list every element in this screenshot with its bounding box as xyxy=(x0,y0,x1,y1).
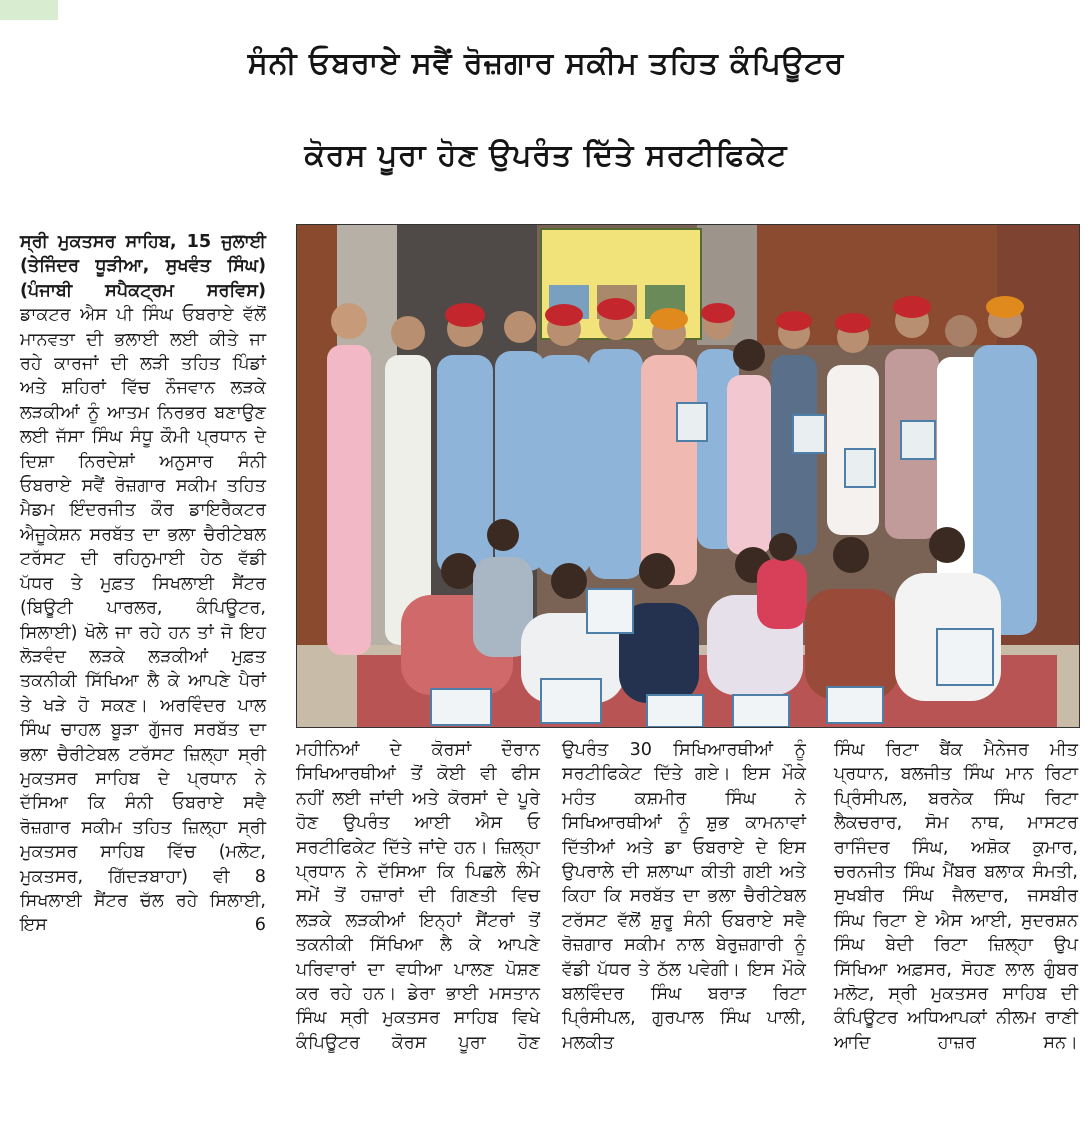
article-column-4 xyxy=(834,738,1078,1055)
article-column-4-text: ਸਿੰਘ ਰਿਟਾ ਬੈਂਕ ਮੈਨੇਜਰ ਮੀਤ ਪ੍ਰਧਾਨ, ਬਲਜੀਤ ਸਿੰਘ ਮਾਨ ਰਿਟਾ ਪ੍ਰਿੰਸੀਪਲ, ਬਰਨੇਕ ਸਿੰਘ ਰਿਟਾ ਲੈਕਚਰਾਰ, ਸੋਮ ਨਾਥ, ਮਾਸਟਰ ਰਾਜਿੰਦਰ ਸਿੰਘ, ਅਸ਼ੋਕ ਕੁਮਾਰ, ਚਰਨਜੀਤ ਸਿੰਘ ਮੈਂਬਰ ਬਲਾਕ ਸੰਮਤੀ, ਸੁਖਬੀਰ ਸਿੰਘ ਜੈਲਦਾਰ, ਜਸਬੀਰ ਸਿੰਘ ਰਿਟਾ ਏ ਐਸ ਆਈ, ਸੁਦਰਸ਼ਨ ਸਿੰਘ ਬੇਦੀ ਰਿਟਾ ਜ਼ਿਲ੍ਹਾ ਉਪ ਸਿੱਖਿਆ ਅਫ਼ਸਰ, ਸੋਹਣ ਲਾਲ ਗੁੰਬਰ ਮਲੋਟ, ਸ੍ਰੀ ਮੁਕਤਸਰ ਸਾਹਿਬ ਦੀ ਕੰਪਿਊਟਰ ਅਧਿਆਪਕਾਂ ਨੀਲਮ ਰਾਣੀ ਆਦਿ ਹਾਜ਼ਰ ਸਨ। xyxy=(834,740,1078,1053)
headline-line-1: ਸੰਨੀ ਓਬਰਾਏ ਸਵੈਂ ਰੋਜ਼ਗਾਰ ਸਕੀਮ ਤਹਿਤ ਕੰਪਿਊਟਰ xyxy=(247,46,845,81)
article-column-1 xyxy=(20,230,266,938)
article-column-3-text: ਉਪਰੰਤ 30 ਸਿਖਿਆਰਥੀਆਂ ਨੂੰ ਸਰਟੀਫਿਕੇਟ ਦਿੱਤੇ ਗਏ। ਇਸ ਮੌਕੇ ਮਹੰਤ ਕਸ਼ਮੀਰ ਸਿੰਘ ਨੇ ਸਿਖਿਆਰਥੀਆਂ ਨੂੰ ਸ਼ੁਭ ਕਾਮਨਾਵਾਂ ਦਿੱਤੀਆਂ ਅਤੇ ਡਾ ਓਬਰਾਏ ਦੇ ਇਸ ਉਪਰਾਲੇ ਦੀ ਸ਼ਲਾਘਾ ਕੀਤੀ ਗਈ ਅਤੇ ਕਿਹਾ ਕਿ ਸਰਬੱਤ ਦਾ ਭਲਾ ਚੈਰੀਟੇਬਲ ਟਰੱਸਟ ਵੱਲੋਂ ਸ਼ੁਰੂ ਸੰਨੀ ਓਬਰਾਏ ਸਵੈ ਰੋਜ਼ਗਾਰ ਸਕੀਮ ਨਾਲ ਬੇਰੁਜ਼ਗਾਰੀ ਨੂੰ ਵੱਡੀ ਪੱਧਰ ਤੇ ਠੱਲ ਪਵੇਗੀ। ਇਸ ਮੌਕੇ ਬਲਵਿੰਦਰ ਸਿੰਘ ਬਰਾੜ ਰਿਟਾ ਪ੍ਰਿੰਸੀਪਲ, ਗੁਰਪਾਲ ਸਿੰਘ ਪਾਲੀ, ਮਲਕੀਤ xyxy=(562,740,806,1053)
group-photo xyxy=(296,224,1080,728)
article-dateline: ਸ੍ਰੀ ਮੁਕਤਸਰ ਸਾਹਿਬ, 15 ਜੁਲਾਈ (ਤੇਜਿੰਦਰ ਧੂੜੀਆ, ਸੁਖਵੰਤ ਸਿੰਘ) (ਪੰਜਾਬੀ ਸਪੈਕਟ੍ਰਮ ਸਰਵਿਸ) xyxy=(20,232,266,301)
corner-color-mark xyxy=(0,0,58,20)
headline-line-2: ਕੋਰਸ ਪੂਰਾ ਹੋਣ ਉਪਰੰਤ ਦਿੱਤੇ ਸਰਟੀਫਿਕੇਟ xyxy=(304,138,788,173)
headline xyxy=(0,18,1092,202)
group-photo-illustration xyxy=(297,225,1079,727)
article-column-3 xyxy=(562,738,806,1055)
article-column-2-text: ਮਹੀਨਿਆਂ ਦੇ ਕੋਰਸਾਂ ਦੌਰਾਨ ਸਿਖਿਆਰਥੀਆਂ ਤੋਂ ਕੋਈ ਵੀ ਫੀਸ ਨਹੀਂ ਲਈ ਜਾਂਦੀ ਅਤੇ ਕੋਰਸਾਂ ਦੇ ਪੂਰੇ ਹੋਣ ਉਪਰੰਤ ਆਈ ਐਸ ਓ ਸਰਟੀਫਿਕੇਟ ਦਿੱਤੇ ਜਾਂਦੇ ਹਨ। ਜ਼ਿਲ੍ਹਾ ਪ੍ਰਧਾਨ ਨੇ ਦੱਸਿਆ ਕਿ ਪਿਛਲੇ ਲੰਮੇ ਸਮੇਂ ਤੋਂ ਹਜ਼ਾਰਾਂ ਦੀ ਗਿਣਤੀ ਵਿਚ ਲੜਕੇ ਲੜਕੀਆਂ ਇਨ੍ਹਾਂ ਸੈਂਟਰਾਂ ਤੋਂ ਤਕਨੀਕੀ ਸਿੱਖਿਆ ਲੈ ਕੇ ਆਪਣੇ ਪਰਿਵਾਰਾਂ ਦਾ ਵਧੀਆ ਪਾਲਣ ਪੋਸ਼ਣ ਕਰ ਰਹੇ ਹਨ। ਡੇਰਾ ਭਾਈ ਮਸਤਾਨ ਸਿੰਘ ਸ੍ਰੀ ਮੁਕਤਸਰ ਸਾਹਿਬ ਵਿਖੇ ਕੰਪਿਊਟਰ ਕੋਰਸ ਪੂਰਾ ਹੋਣ xyxy=(296,740,540,1053)
article-column-2 xyxy=(296,738,540,1055)
article-column-1-text: ਡਾਕਟਰ ਐਸ ਪੀ ਸਿੰਘ ਓਬਰਾਏ ਵੱਲੋਂ ਮਾਨਵਤਾ ਦੀ ਭਲਾਈ ਲਈ ਕੀਤੇ ਜਾ ਰਹੇ ਕਾਰਜਾਂ ਦੀ ਲੜੀ ਤਹਿਤ ਪਿੰਡਾਂ ਅਤੇ ਸ਼ਹਿਰਾਂ ਵਿੱਚ ਨੌਜਵਾਨ ਲੜਕੇ ਲੜਕੀਆਂ ਨੂੰ ਆਤਮ ਨਿਰਭਰ ਬਣਾਉਣ ਲਈ ਜੱਸਾ ਸਿੰਘ ਸੰਧੂ ਕੌਮੀ ਪ੍ਰਧਾਨ ਦੇ ਦਿਸ਼ਾ ਨਿਰਦੇਸ਼ਾਂ ਅਨੁਸਾਰ ਸੰਨੀ ਓਬਰਾਏ ਸਵੈਂ ਰੋਜ਼ਗਾਰ ਸਕੀਮ ਤਹਿਤ ਮੈਡਮ ਇੰਦਰਜੀਤ ਕੌਰ ਡਾਇਰੈਕਟਰ ਐਜੂਕੇਸ਼ਨ ਸਰਬੱਤ ਦਾ ਭਲਾ ਚੈਰੀਟੇਬਲ ਟਰੱਸਟ ਦੀ ਰਹਿਨੁਮਾਈ ਹੇਠ ਵੱਡੀ ਪੱਧਰ ਤੇ ਮੁਫ਼ਤ ਸਿਖਲਾਈ ਸੈਂਟਰ (ਬਿਊਟੀ ਪਾਰਲਰ, ਕੰਪਿਊਟਰ, ਸਿਲਾਈ) ਖੋਲੇ ਜਾ ਰਹੇ ਹਨ ਤਾਂ ਜੋ ਇਹ ਲੋੜਵੰਦ ਲੜਕੇ ਲੜਕੀਆਂ ਮੁਫ਼ਤ ਤਕਨੀਕੀ ਸਿੱਖਿਆ ਲੈ ਕੇ ਆਪਣੇ ਪੈਰਾਂ ਤੇ ਖੜੇ ਹੋ ਸਕਣ। ਅਰਵਿੰਦਰ ਪਾਲ ਸਿੰਘ ਚਾਹਲ ਬੂੜਾ ਗੁੱਜਰ ਸਰਬੱਤ ਦਾ ਭਲਾ ਚੈਰੀਟੇਬਲ ਟਰੱਸਟ ਜ਼ਿਲ੍ਹਾ ਸ੍ਰੀ ਮੁਕਤਸਰ ਸਾਹਿਬ ਦੇ ਪ੍ਰਧਾਨ ਨੇ ਦੱਸਿਆ ਕਿ ਸੰਨੀ ਓਬਰਾਏ ਸਵੈ ਰੋਜ਼ਗਾਰ ਸਕੀਮ ਤਹਿਤ ਜ਼ਿਲ੍ਹਾ ਸ੍ਰੀ ਮੁਕਤਸਰ ਸਾਹਿਬ ਵਿੱਚ (ਮਲੋਟ, ਮੁਕਤਸਰ, ਗਿੱਦੜਬਾਹਾ) ਵੀ 8 ਸਿਖਲਾਈ ਸੈਂਟਰ ਚੱਲ ਰਹੇ ਸਿਲਾਈ, ਇਸ 6 xyxy=(20,305,266,936)
